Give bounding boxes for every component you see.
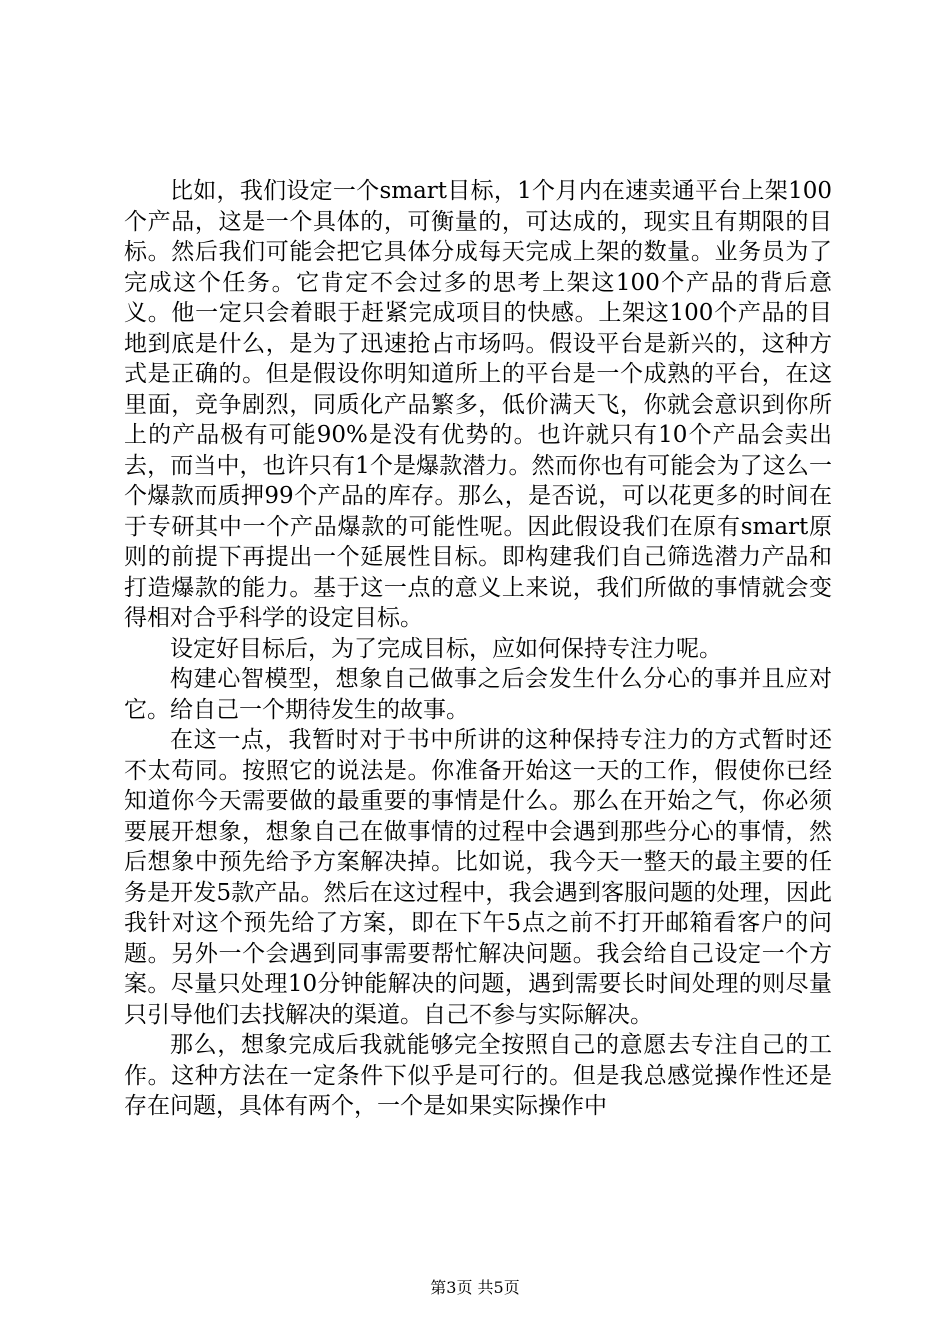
document-body — [124, 176, 832, 1122]
paragraph-mental-model: 构建心智模型，想象自己做事之后会发生什么分心的事并且应对它。给自己一个期待发生的故事。 — [124, 666, 832, 723]
page-footer: 第3页 共5页 — [430, 1278, 520, 1297]
paragraph-disagreement: 在这一点，我暂时对于书中所讲的这种保持专注力的方式暂时还不太苟同。按照它的说法是。你准备开始这一天的工作，假使你已经知道你今天需要做的最重要的事情是什么。那么在开始之气，你必须要展开想象，想象自己在做事情的过程中会遇到那些分心的事情，然后想象中预先给予方案解决掉。比如说，我今天一整天的最主要的任务是开发5款产品。然后在这过程中，我会遇到客服问题的处理，因此我针对这个预先给了方案，即在下午5点之前不打开邮箱看客户的问题。另外一个会遇到同事需要帮忙解决问题。我会给自己设定一个方案。尽量只处理10分钟能解决的问题，遇到需要长时间处理的则尽量只引导他们去找解决的渠道。自己不参与实际解决。 — [124, 727, 832, 1028]
paragraph-conclusion: 那么，想象完成后我就能够完全按照自己的意愿去专注自己的工作。这种方法在一定条件下似乎是可行的。但是我总感觉操作性还是存在问题，具体有两个，一个是如果实际操作中 — [124, 1032, 832, 1119]
paragraph-focus-question: 设定好目标后，为了完成目标，应如何保持专注力呢。 — [170, 635, 722, 662]
paragraph-smart-goal: 比如，我们设定一个smart目标，1个月内在速卖通平台上架100个产品，这是一个具体的，可衡量的，可达成的，现实且有期限的目标。然后我们可能会把它具体分成每天完成上架的数量。业务员为了完成这个任务。它肯定不会过多的思考上架这100个产品的背后意义。他一定只会着眼于赶紧完成项目的快感。上架这100个产品的目地到底是什么，是为了迅速抢占市场吗。假设平台是新兴的，这种方式是正确的。但是假设你明知道所上的平台是一个成熟的平台，在这里面，竞争剧烈，同质化产品繁多，低价满天飞，你就会意识到你所上的产品极有可能90%是没有优势的。也许就只有10个产品会卖出去，而当中，也许只有1个是爆款潜力。然而你也有可能会为了这么一个爆款而质押99个产品的库存。那么，是否说，可以花更多的时间在于专研其中一个产品爆款的可能性呢。因此假设我们在原有smart原则的前提下再提出一个延展性目标。即构建我们自己筛选潜力产品和打造爆款的能力。基于这一点的意义上来说，我们所做的事情就会变得相对合乎科学的设定目标。 — [124, 178, 832, 631]
